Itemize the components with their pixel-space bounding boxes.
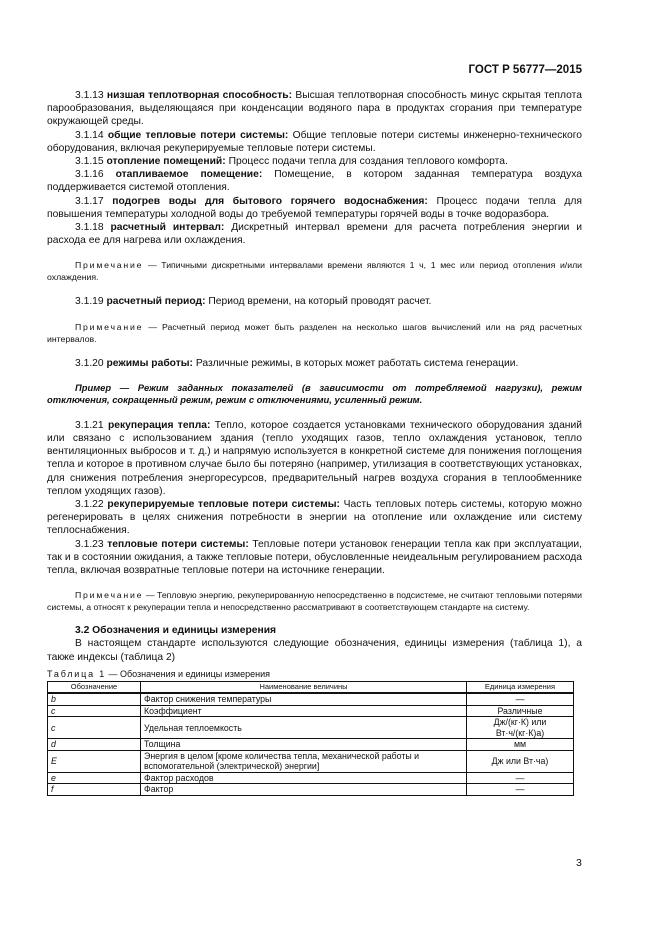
section-intro: В настоящем стандарте используются следующие обозначения, единицы измерения (таблица 1), а также индексы (таблица 2) <box>47 638 582 663</box>
name-cell: Толщина <box>141 739 467 751</box>
definition-number: 3.1.17 <box>75 195 104 207</box>
name-cell: Фактор <box>141 784 467 796</box>
definition-text: Помещение, в котором заданная температура воздуха поддерживается системой отопления. <box>47 169 582 194</box>
definition-3-1-22 <box>47 498 582 538</box>
unit-cell: — <box>467 784 574 796</box>
table-row <box>48 717 574 739</box>
definition-text: Период времени, на который проводят расчет. <box>208 296 432 308</box>
definition-term: низшая теплотворная способность: <box>106 90 293 101</box>
unit-cell: — <box>467 693 574 705</box>
definition-3-1-17 <box>47 195 582 221</box>
definition-term: расчетный период: <box>106 296 206 308</box>
definition-number: 3.1.14 <box>75 129 104 141</box>
note-text: — Расчетный период может быть разделен на несколько шагов вычислений или на ряд расчетных интервалов. <box>47 321 582 344</box>
definition-text: Процесс подачи тепла для повышения температуры холодной воды до требуемой температуры горячей воды в точке водоразбора. <box>47 195 582 220</box>
definition-number: 3.1.20 <box>75 357 104 369</box>
table-caption-label: Таблица 1 <box>47 668 106 679</box>
definition-term: подогрев воды для бытового горячего водоснабжения: <box>112 195 428 207</box>
definition-3-1-23 <box>47 538 582 578</box>
page-number: 3 <box>576 857 582 869</box>
name-cell: Фактор снижения температуры <box>141 693 467 705</box>
name-cell: Фактор расходов <box>141 772 467 784</box>
table-row <box>48 739 574 751</box>
definition-text: Общие тепловые потери системы инженерно-технического оборудования, включая рекуперируемые тепловые потери системы. <box>47 129 582 154</box>
note-calc-period <box>47 321 582 345</box>
section-title: 3.2 Обозначения и единицы измерения <box>75 625 277 637</box>
example-modes: Пример — Режим заданных показателей (в зависимости от потребляемой нагрузки), режим отключения, сокращенный режим, режим с отключениями, усиленный режим. <box>47 381 582 406</box>
definition-term: отопление помещений: <box>106 156 226 168</box>
unit-cell: Различные <box>467 705 574 717</box>
definition-3-1-13 <box>47 89 582 129</box>
definition-term: режимы работы: <box>106 357 193 369</box>
table-row <box>48 693 574 705</box>
definition-text: Различные режимы, в которых может работать система генерации. <box>195 357 519 369</box>
table-row <box>48 750 574 772</box>
definition-3-1-18 <box>47 221 582 247</box>
note-text: — Тепловую энергию, рекуперированную непосредственно в подсистеме, не считают тепловыми потерями системы, а относят к рекуперации тепла и непосредственно рассматривают в соответствующем стандарте на систему. <box>47 590 582 613</box>
definition-term: расчетный интервал: <box>110 222 225 234</box>
note-heat-recovery <box>47 589 582 613</box>
column-header-unit: Единица измерения <box>467 681 574 693</box>
table-row <box>48 705 574 717</box>
table-row <box>48 784 574 796</box>
column-header-name: Наименование величины <box>141 681 467 693</box>
definition-text: Процесс подачи тепла для создания теплового комфорта. <box>228 156 508 168</box>
definition-3-1-21 <box>47 419 582 498</box>
standard-code-header: ГОСТ Р 56777—2015 <box>468 64 582 76</box>
definition-text: Высшая теплотворная способность минус скрытая теплота парообразования, выделяющаяся при конденсации водяного пара в продуктах сгорания при температуре окружающей среды. <box>47 90 582 128</box>
symbol-cell: d <box>48 739 141 751</box>
definition-term: тепловые потери системы: <box>107 538 249 550</box>
unit-cell: мм <box>467 739 574 751</box>
name-cell: Удельная теплоемкость <box>141 717 467 739</box>
note-label: Примечание <box>75 260 144 271</box>
definition-number: 3.1.13 <box>75 90 104 101</box>
definition-text: Дискретный интервал времени для расчета потребления энергии и расхода ее для нагрева или охлаждения. <box>47 222 582 247</box>
definition-number: 3.1.18 <box>75 222 104 234</box>
definition-text: Тепловые потери установок генерации тепла как при эксплуатации, так и в состоянии ожидания, а также тепловые потери, обусловленные неидеальным регулированием расхода тепла, включая возвратные тепловые потери на источнике генерации. <box>47 538 582 577</box>
definition-number: 3.1.23 <box>75 538 104 550</box>
definition-number: 3.1.16 <box>75 169 104 181</box>
symbol-cell: c <box>48 705 141 717</box>
definitions-group-a <box>47 89 582 247</box>
definition-number: 3.1.22 <box>75 499 104 511</box>
definition-text: Тепло, которое создается установками технического оборудования зданий или связано с использованием здания (тепло уходящих газов, тепло охлаждения установок, тепло вентиляционных выбросов и т. д.) и напрямую используется в конкретной системе для понижения поглощения тепла и которое в противном случае было бы потеряно (например, утилизация в соответствующих установках, для снижения потребления энергоресурсов, предварительный нагрев воздуха сгорания в теплообменнике теплом уходящих газов). <box>47 419 582 497</box>
symbol-cell: f <box>48 784 141 796</box>
name-cell: Коэффициент <box>141 705 467 717</box>
definitions-group-b <box>47 419 582 577</box>
table-caption-text: — Обозначения и единицы измерения <box>106 668 270 679</box>
note-label: Примечание <box>75 590 144 601</box>
definition-text: Часть тепловых потерь системы, которую можно регенерировать в целях снижения потребности в энергии на отопление или охлаждение или систему теплоснабжения. <box>47 499 582 537</box>
name-cell: Энергия в целом [кроме количества тепла, механической работы и вспомогательной (электрической) энергии] <box>141 750 467 772</box>
definition-3-1-16 <box>47 168 582 194</box>
definition-term: рекуперируемые тепловые потери системы: <box>107 499 340 511</box>
definition-3-1-19 <box>47 295 582 308</box>
note-label: Примечание <box>75 321 144 332</box>
note-intervals <box>47 259 582 283</box>
symbol-cell: b <box>48 693 141 705</box>
unit-cell: Дж/(кг·К) или Вт·ч/(кг·К)а) <box>467 717 574 739</box>
definition-term: рекуперация тепла: <box>107 419 211 431</box>
definition-3-1-20 <box>47 357 582 370</box>
definition-number: 3.1.15 <box>75 156 104 168</box>
symbol-cell: c <box>48 717 141 739</box>
symbol-cell: E <box>48 750 141 772</box>
note-text: — Типичными дискретными интервалами времени являются 1 ч, 1 мес или период отопления и/или охлаждения. <box>47 260 582 283</box>
definition-number: 3.1.21 <box>75 419 104 431</box>
table-row <box>48 772 574 784</box>
symbol-cell: e <box>48 772 141 784</box>
definition-3-1-15 <box>47 155 582 168</box>
table-caption <box>47 669 582 680</box>
table-header-row <box>48 681 574 693</box>
page-content <box>47 89 582 796</box>
definition-number: 3.1.19 <box>75 296 104 308</box>
column-header-symbol: Обозначение <box>48 681 141 693</box>
definition-3-1-14 <box>47 129 582 155</box>
unit-cell: — <box>467 772 574 784</box>
unit-cell: Дж или Вт·ча) <box>467 750 574 772</box>
symbols-table <box>47 681 574 796</box>
definition-term: отапливаемое помещение: <box>115 169 263 181</box>
definition-term: общие тепловые потери системы: <box>107 129 289 141</box>
